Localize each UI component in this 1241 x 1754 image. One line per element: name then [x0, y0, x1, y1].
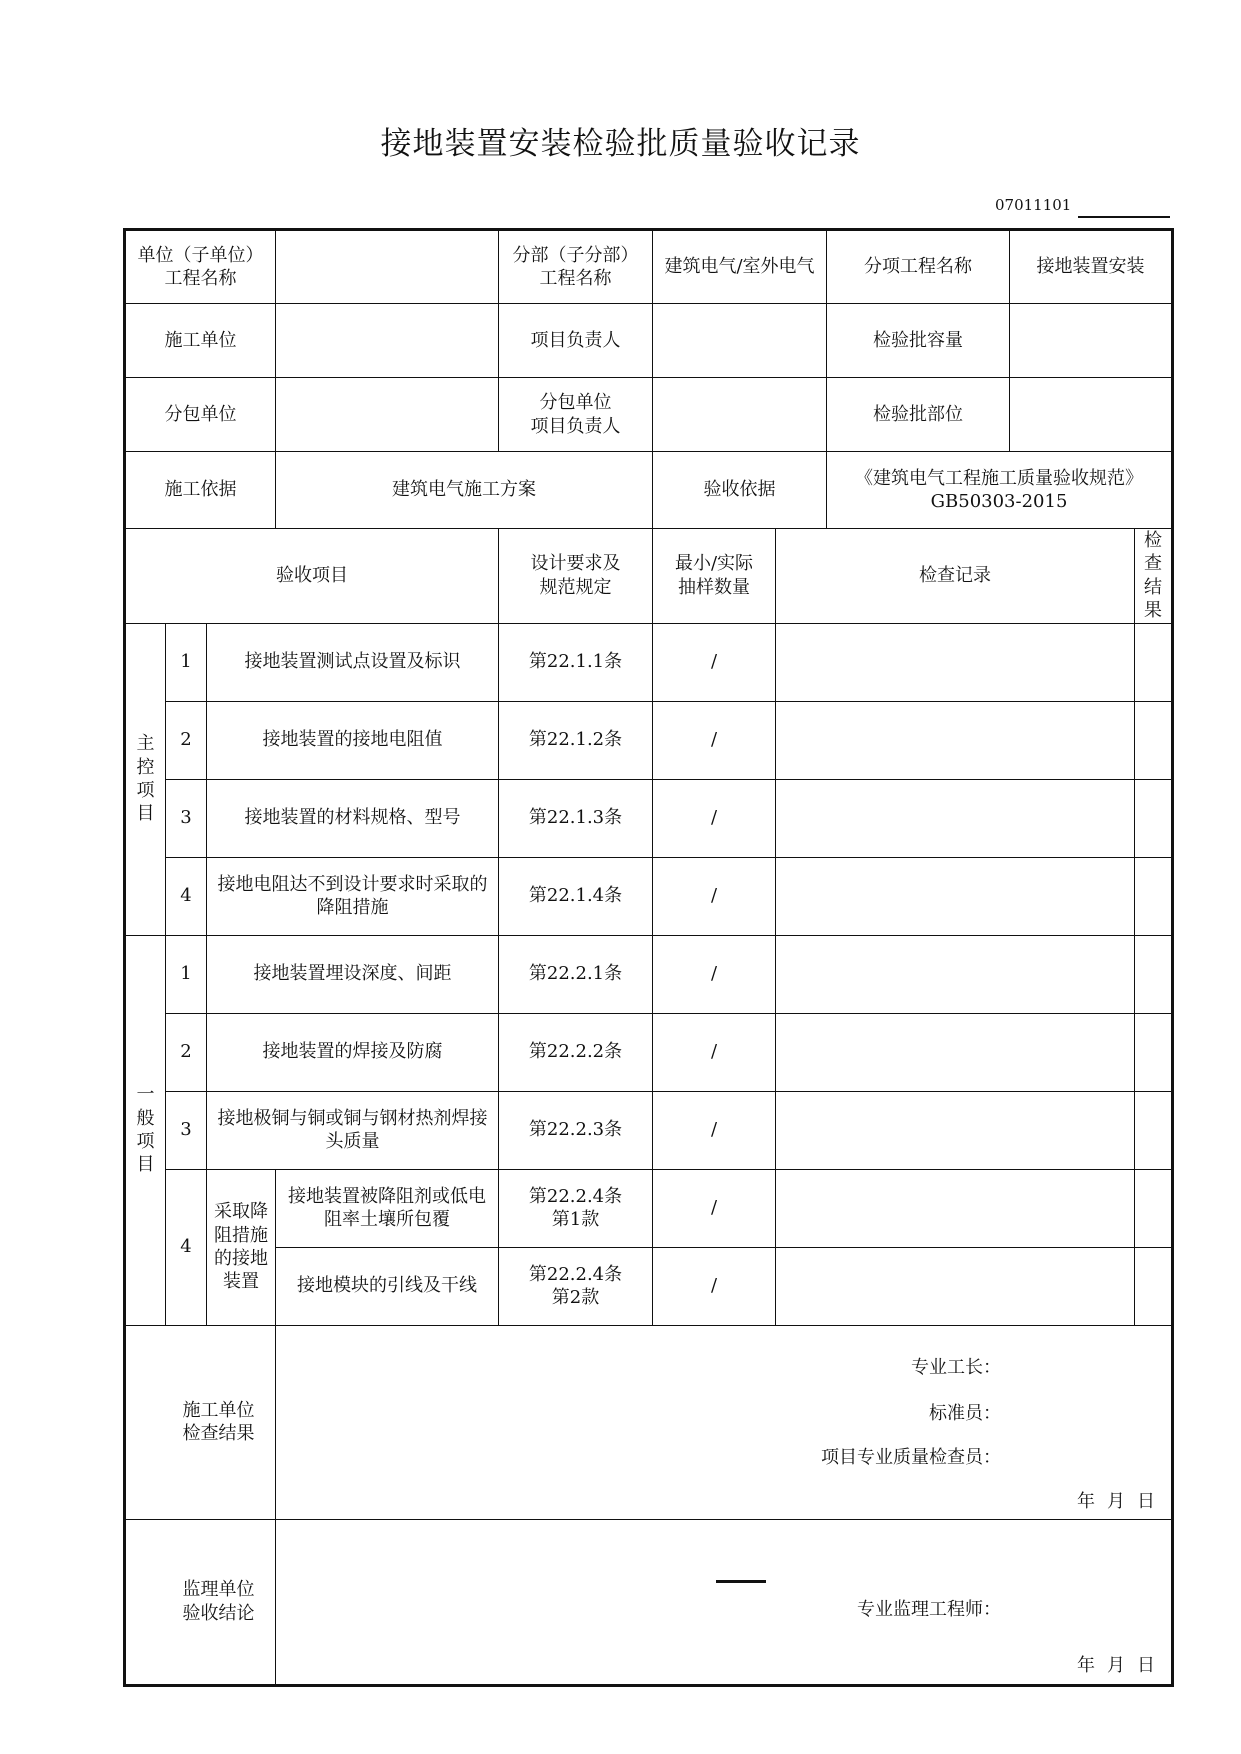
item-result[interactable] — [1135, 1169, 1173, 1247]
batch-capacity-label: 检验批容量 — [827, 304, 1010, 378]
unit-name-label: 单位（子单位） 工程名称 — [125, 230, 276, 304]
item-sample[interactable]: / — [653, 623, 776, 701]
col-acceptance-item: 验收项目 — [125, 529, 499, 624]
item-result[interactable] — [1135, 701, 1173, 779]
col-check-record: 检查记录 — [776, 529, 1135, 624]
item-result[interactable] — [1135, 935, 1173, 1013]
item-clause: 第22.2.3条 — [499, 1091, 653, 1169]
general-group-label: 一 般 项 目 — [125, 935, 166, 1325]
item-clause: 第22.2.4条 第2款 — [499, 1247, 653, 1325]
item-result[interactable] — [1135, 779, 1173, 857]
item-record[interactable] — [776, 779, 1135, 857]
construction-date: 年月日 — [1077, 1490, 1168, 1512]
item-clause: 第22.2.2条 — [499, 1013, 653, 1091]
table-row — [125, 701, 1173, 779]
item-result[interactable] — [1135, 1013, 1173, 1091]
item-no: 4 — [166, 857, 207, 935]
table-row — [125, 623, 1173, 701]
sub-project-value[interactable]: 建筑电气/室外电气 — [653, 230, 827, 304]
item-project-value[interactable]: 接地装置安装 — [1010, 230, 1173, 304]
item-no: 3 — [166, 1091, 207, 1169]
col-sample-count: 最小/实际 抽样数量 — [653, 529, 776, 624]
item-result[interactable] — [1135, 623, 1173, 701]
construction-basis-label: 施工依据 — [125, 452, 276, 529]
subcontract-pm-value[interactable] — [653, 378, 827, 452]
item-name: 接地极铜与铜或铜与钢材热剂焊接头质量 — [207, 1091, 499, 1169]
page-title: 接地装置安装检验批质量验收记录 — [380, 126, 861, 162]
unit-name-value[interactable] — [276, 230, 499, 304]
item-clause: 第22.1.1条 — [499, 623, 653, 701]
item-record[interactable] — [776, 701, 1135, 779]
item-name: 接地装置埋设深度、间距 — [207, 935, 499, 1013]
construction-unit-value[interactable] — [276, 304, 499, 378]
item-record[interactable] — [776, 1013, 1135, 1091]
table-row — [125, 779, 1173, 857]
item-sample[interactable]: / — [653, 857, 776, 935]
item-result[interactable] — [1135, 857, 1173, 935]
col-check-result: 检查 结果 — [1135, 529, 1173, 624]
item-clause: 第22.1.2条 — [499, 701, 653, 779]
supervision-label: 监理单位 验收结论 — [125, 1519, 276, 1685]
project-manager-label: 项目负责人 — [499, 304, 653, 378]
form-grid — [123, 228, 1174, 1687]
item-record[interactable] — [776, 1169, 1135, 1247]
item-record[interactable] — [776, 623, 1135, 701]
item-sample[interactable]: / — [653, 701, 776, 779]
item-clause: 第22.2.1条 — [499, 935, 653, 1013]
form-code: 07011101 — [995, 196, 1072, 214]
item-sample[interactable]: / — [653, 1247, 776, 1325]
item-record[interactable] — [776, 1247, 1135, 1325]
item-sample[interactable]: / — [653, 779, 776, 857]
item-no: 2 — [166, 701, 207, 779]
standard-officer-label: 标准员： — [929, 1402, 1002, 1424]
item-sample[interactable]: / — [653, 1091, 776, 1169]
construction-check-area[interactable] — [276, 1325, 1173, 1519]
table-row — [125, 1247, 1173, 1325]
item-sub-label: 采取降 阻措施 的接地 装置 — [207, 1169, 276, 1325]
item-name: 接地装置的材料规格、型号 — [207, 779, 499, 857]
table-row — [125, 1169, 1173, 1247]
batch-part-label: 检验批部位 — [827, 378, 1010, 452]
item-sample[interactable]: / — [653, 1169, 776, 1247]
item-project-label: 分项工程名称 — [827, 230, 1010, 304]
subcontract-unit-value[interactable] — [276, 378, 499, 452]
batch-part-value[interactable] — [1010, 378, 1173, 452]
subcontract-unit-label: 分包单位 — [125, 378, 276, 452]
acceptance-basis-value[interactable]: 《建筑电气工程施工质量验收规范》 GB50303-2015 — [827, 452, 1173, 529]
item-name: 接地装置的接地电阻值 — [207, 701, 499, 779]
item-name: 接地电阻达不到设计要求时采取的降阻措施 — [207, 857, 499, 935]
item-name: 接地模块的引线及干线 — [276, 1247, 499, 1325]
item-record[interactable] — [776, 935, 1135, 1013]
acceptance-basis-label: 验收依据 — [653, 452, 827, 529]
batch-capacity-value[interactable] — [1010, 304, 1173, 378]
supervision-date: 年月日 — [1077, 1654, 1168, 1676]
subcontract-pm-label: 分包单位 项目负责人 — [499, 378, 653, 452]
construction-unit-label: 施工单位 — [125, 304, 276, 378]
item-sample[interactable]: / — [653, 935, 776, 1013]
main-control-group-label: 主 控 项 目 — [125, 623, 166, 935]
col-design-requirement: 设计要求及 规范规定 — [499, 529, 653, 624]
item-no: 4 — [166, 1169, 207, 1325]
item-name: 接地装置被降阻剂或低电阻率土壤所包覆 — [276, 1169, 499, 1247]
table-row — [125, 935, 1173, 1013]
item-clause: 第22.2.4条 第1款 — [499, 1169, 653, 1247]
item-clause: 第22.1.3条 — [499, 779, 653, 857]
supervision-engineer-label: 专业监理工程师： — [857, 1598, 1002, 1620]
item-result[interactable] — [1135, 1247, 1173, 1325]
item-no: 3 — [166, 779, 207, 857]
table-row — [125, 1091, 1173, 1169]
item-no: 1 — [166, 935, 207, 1013]
item-sample[interactable]: / — [653, 1013, 776, 1091]
item-record[interactable] — [776, 1091, 1135, 1169]
table-row — [125, 857, 1173, 935]
construction-basis-value[interactable]: 建筑电气施工方案 — [276, 452, 653, 529]
form-code-underline — [1078, 216, 1170, 218]
signature-dash — [716, 1580, 766, 1583]
item-name: 接地装置测试点设置及标识 — [207, 623, 499, 701]
construction-check-label: 施工单位 检查结果 — [125, 1325, 276, 1519]
quality-inspector-label: 项目专业质量检查员： — [821, 1446, 1002, 1468]
sub-project-label: 分部（子分部） 工程名称 — [499, 230, 653, 304]
table-row — [125, 1013, 1173, 1091]
item-clause: 第22.1.4条 — [499, 857, 653, 935]
project-manager-value[interactable] — [653, 304, 827, 378]
item-name: 接地装置的焊接及防腐 — [207, 1013, 499, 1091]
item-result[interactable] — [1135, 1091, 1173, 1169]
item-no: 2 — [166, 1013, 207, 1091]
foreman-label: 专业工长： — [911, 1356, 1002, 1378]
item-no: 1 — [166, 623, 207, 701]
supervision-area[interactable] — [276, 1519, 1173, 1685]
item-record[interactable] — [776, 857, 1135, 935]
